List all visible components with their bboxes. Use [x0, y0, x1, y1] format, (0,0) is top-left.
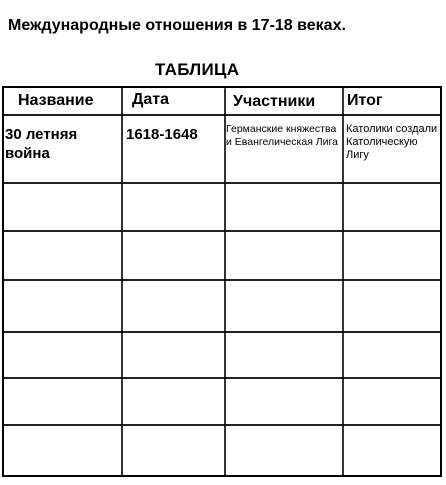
column-header-name: Название [18, 92, 94, 109]
table-cell-result: Католики создали Католическую Лигу [346, 123, 438, 161]
table-cell-date: 1618-1648 [126, 126, 198, 143]
column-header-date: Дата [132, 91, 170, 108]
page-heading: Международные отношения в 17-18 веках. [8, 17, 346, 34]
table-cell-participants: Германские княжества и Евангелическая Лига [226, 123, 338, 148]
table-cell-name: 30 летняя война [5, 126, 78, 162]
column-header-participants: Участники [233, 93, 316, 110]
table-caption: ТАБЛИЦА [155, 60, 240, 79]
column-header-result: Итог [347, 92, 383, 109]
